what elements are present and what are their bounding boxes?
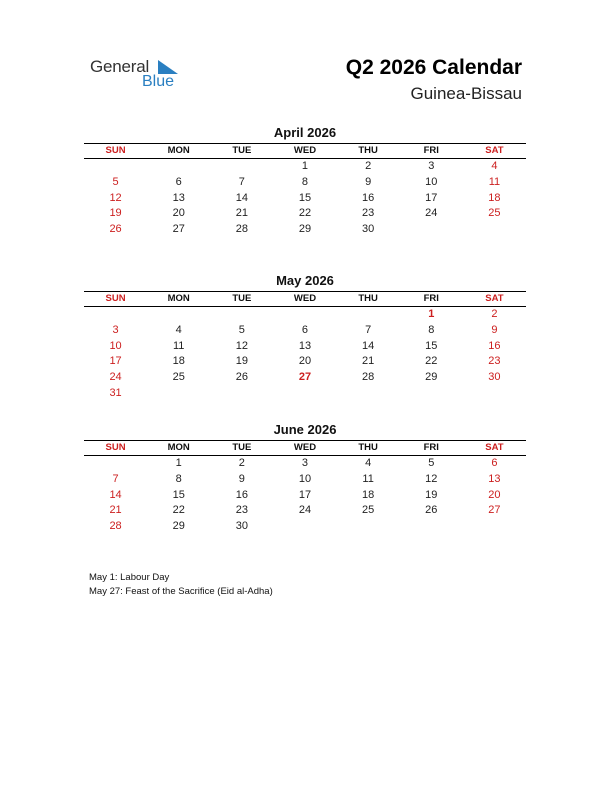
day-cell: 12 [425, 472, 438, 485]
weekday-label: THU [358, 293, 378, 304]
day-cell: 8 [175, 472, 182, 485]
day-cell: 31 [109, 386, 122, 399]
weekday-label: TUE [232, 145, 252, 156]
day-cell: 9 [491, 323, 498, 336]
logo-word-blue: Blue [142, 73, 175, 90]
weekday-label: THU [358, 442, 378, 453]
day-cell: 14 [109, 488, 122, 501]
empty-day-cell [210, 386, 273, 402]
week-row [84, 159, 526, 175]
day-cell: 17 [298, 488, 312, 501]
logo-triangle-icon [158, 60, 178, 74]
empty-day-cell [337, 307, 400, 323]
weekday-label: FRI [423, 145, 439, 156]
day-cell: 23 [362, 207, 375, 220]
day-cell: 25 [362, 504, 375, 517]
day-cell: 22 [425, 355, 438, 368]
day-cell: 10 [425, 175, 438, 188]
weekday-header [84, 291, 526, 307]
country-subtitle: Guinea-Bissau [410, 84, 522, 103]
day-cell: 17 [109, 355, 122, 368]
day-cell: 19 [235, 355, 248, 368]
day-cell: 24 [425, 207, 438, 220]
day-cell: 3 [112, 323, 119, 336]
day-cell: 27 [488, 504, 501, 517]
day-cell: 24 [109, 371, 122, 384]
day-cell: 16 [362, 191, 375, 204]
day-cell: 14 [235, 191, 248, 204]
week-row [84, 206, 526, 222]
day-cell: 28 [362, 371, 375, 384]
day-cell: 28 [109, 520, 122, 533]
day-cell: 27 [172, 223, 185, 236]
day-cell: 15 [298, 191, 312, 204]
week-row [84, 386, 526, 402]
generalblue-logo [90, 57, 190, 91]
empty-day-cell [400, 519, 463, 535]
weekday-label: MON [167, 442, 190, 453]
day-cell: 19 [425, 488, 438, 501]
day-cell: 6 [175, 175, 182, 188]
weekday-label: TUE [232, 293, 252, 304]
day-cell: 20 [488, 488, 501, 501]
day-cell: 27 [298, 371, 312, 384]
day-cell: 13 [488, 472, 501, 485]
day-cell: 8 [428, 323, 435, 336]
day-cell: 4 [491, 160, 498, 172]
day-cell: 6 [491, 457, 498, 469]
day-cell: 1 [428, 308, 435, 320]
empty-day-cell [463, 222, 526, 238]
day-cell: 5 [428, 457, 435, 469]
month-may [84, 273, 526, 402]
logo-word-general: General [90, 57, 150, 76]
day-cell: 13 [172, 191, 185, 204]
week-row [84, 307, 526, 323]
day-cell: 5 [112, 175, 119, 188]
holiday-note: May 1: Labour Day [89, 572, 170, 583]
weekday-label: WED [293, 145, 317, 156]
day-cell: 12 [235, 339, 248, 352]
day-cell: 30 [488, 371, 501, 384]
day-cell: 20 [172, 207, 185, 220]
day-cell: 10 [298, 472, 312, 485]
day-cell: 3 [301, 457, 309, 469]
weekday-label: SUN [105, 442, 126, 453]
empty-day-cell [84, 159, 147, 175]
day-cell: 13 [298, 339, 312, 352]
day-cell: 3 [428, 160, 435, 172]
weekday-header [84, 143, 526, 159]
holiday-notes [89, 571, 273, 598]
week-row [84, 488, 526, 504]
day-cell: 2 [238, 457, 245, 469]
day-cell: 2 [365, 160, 372, 172]
day-cell: 26 [425, 504, 438, 517]
week-row [84, 191, 526, 207]
day-cell: 9 [238, 472, 245, 485]
day-cell: 15 [172, 488, 185, 501]
weekday-header [84, 440, 526, 456]
empty-day-cell [337, 519, 400, 535]
day-cell: 1 [175, 457, 182, 469]
empty-day-cell [273, 519, 336, 535]
empty-day-cell [400, 386, 463, 402]
day-cell: 15 [425, 339, 438, 352]
weekday-label: SAT [485, 293, 504, 304]
weekday-label: THU [358, 145, 378, 156]
weekday-label: WED [293, 293, 317, 304]
day-cell: 10 [109, 339, 122, 352]
week-row [84, 323, 526, 339]
day-cell: 23 [488, 355, 501, 368]
day-cell: 18 [362, 488, 375, 501]
month-april [84, 125, 526, 238]
week-row [84, 370, 526, 386]
weekday-label: WED [293, 442, 317, 453]
day-cell: 9 [365, 175, 372, 188]
day-cell: 22 [172, 504, 185, 517]
week-row [84, 354, 526, 370]
page-title: Q2 2026 Calendar [345, 56, 522, 79]
week-row [84, 339, 526, 355]
day-cell: 5 [238, 323, 245, 336]
day-cell: 30 [235, 520, 248, 533]
day-cell: 26 [235, 371, 248, 384]
day-cell: 4 [175, 323, 182, 336]
month-title: May 2026 [276, 273, 334, 288]
day-cell: 4 [365, 457, 372, 469]
month-grid [84, 456, 526, 535]
day-cell: 8 [301, 175, 309, 188]
empty-day-cell [463, 519, 526, 535]
week-row [84, 472, 526, 488]
day-cell: 21 [109, 504, 122, 517]
day-cell: 29 [172, 520, 185, 533]
day-cell: 6 [301, 323, 309, 336]
day-cell: 28 [235, 223, 248, 236]
day-cell: 7 [238, 175, 245, 188]
weekday-label: SUN [105, 293, 126, 304]
day-cell: 26 [109, 223, 122, 236]
week-row [84, 456, 526, 472]
day-cell: 12 [109, 191, 122, 204]
day-cell: 25 [172, 371, 185, 384]
day-cell: 7 [112, 472, 119, 485]
weekday-label: SUN [105, 145, 126, 156]
empty-day-cell [210, 307, 273, 323]
day-cell: 30 [362, 223, 375, 236]
empty-day-cell [84, 456, 147, 472]
week-row [84, 175, 526, 191]
empty-day-cell [273, 386, 336, 402]
day-cell: 29 [298, 223, 312, 236]
weekday-label: MON [167, 293, 190, 304]
day-cell: 24 [298, 504, 312, 517]
empty-day-cell [147, 386, 210, 402]
empty-day-cell [84, 307, 147, 323]
day-cell: 16 [488, 339, 501, 352]
day-cell: 29 [425, 371, 438, 384]
empty-day-cell [463, 386, 526, 402]
empty-day-cell [210, 159, 273, 175]
weekday-label: FRI [423, 442, 439, 453]
weekday-label: SAT [485, 442, 504, 453]
day-cell: 7 [365, 323, 372, 336]
month-title: April 2026 [273, 125, 337, 140]
empty-day-cell [337, 386, 400, 402]
day-cell: 11 [488, 175, 501, 188]
day-cell: 18 [488, 191, 501, 204]
empty-day-cell [147, 159, 210, 175]
day-cell: 23 [235, 504, 248, 517]
holiday-note: May 27: Feast of the Sacrifice (Eid al-Adha) [89, 585, 273, 597]
day-cell: 25 [488, 207, 501, 220]
month-grid [84, 159, 526, 238]
month-grid [84, 307, 526, 402]
day-cell: 2 [491, 308, 498, 320]
day-cell: 21 [362, 355, 375, 368]
day-cell: 14 [362, 339, 375, 352]
weekday-label: TUE [232, 442, 252, 453]
weekday-label: FRI [423, 293, 439, 304]
month-june [84, 422, 526, 535]
week-row [84, 503, 526, 519]
week-row [84, 519, 526, 535]
month-title: June 2026 [273, 422, 337, 437]
empty-day-cell [273, 307, 336, 323]
day-cell: 11 [173, 339, 185, 352]
day-cell: 16 [235, 488, 248, 501]
weekday-label: MON [167, 145, 190, 156]
empty-day-cell [400, 222, 463, 238]
weekday-label: SAT [485, 145, 504, 156]
day-cell: 20 [298, 355, 312, 368]
empty-day-cell [147, 307, 210, 323]
day-cell: 22 [298, 207, 312, 220]
day-cell: 11 [362, 472, 374, 485]
week-row [84, 222, 526, 238]
day-cell: 19 [109, 207, 122, 220]
day-cell: 18 [172, 355, 185, 368]
day-cell: 17 [425, 191, 438, 204]
day-cell: 21 [235, 207, 248, 220]
day-cell: 1 [301, 160, 309, 172]
